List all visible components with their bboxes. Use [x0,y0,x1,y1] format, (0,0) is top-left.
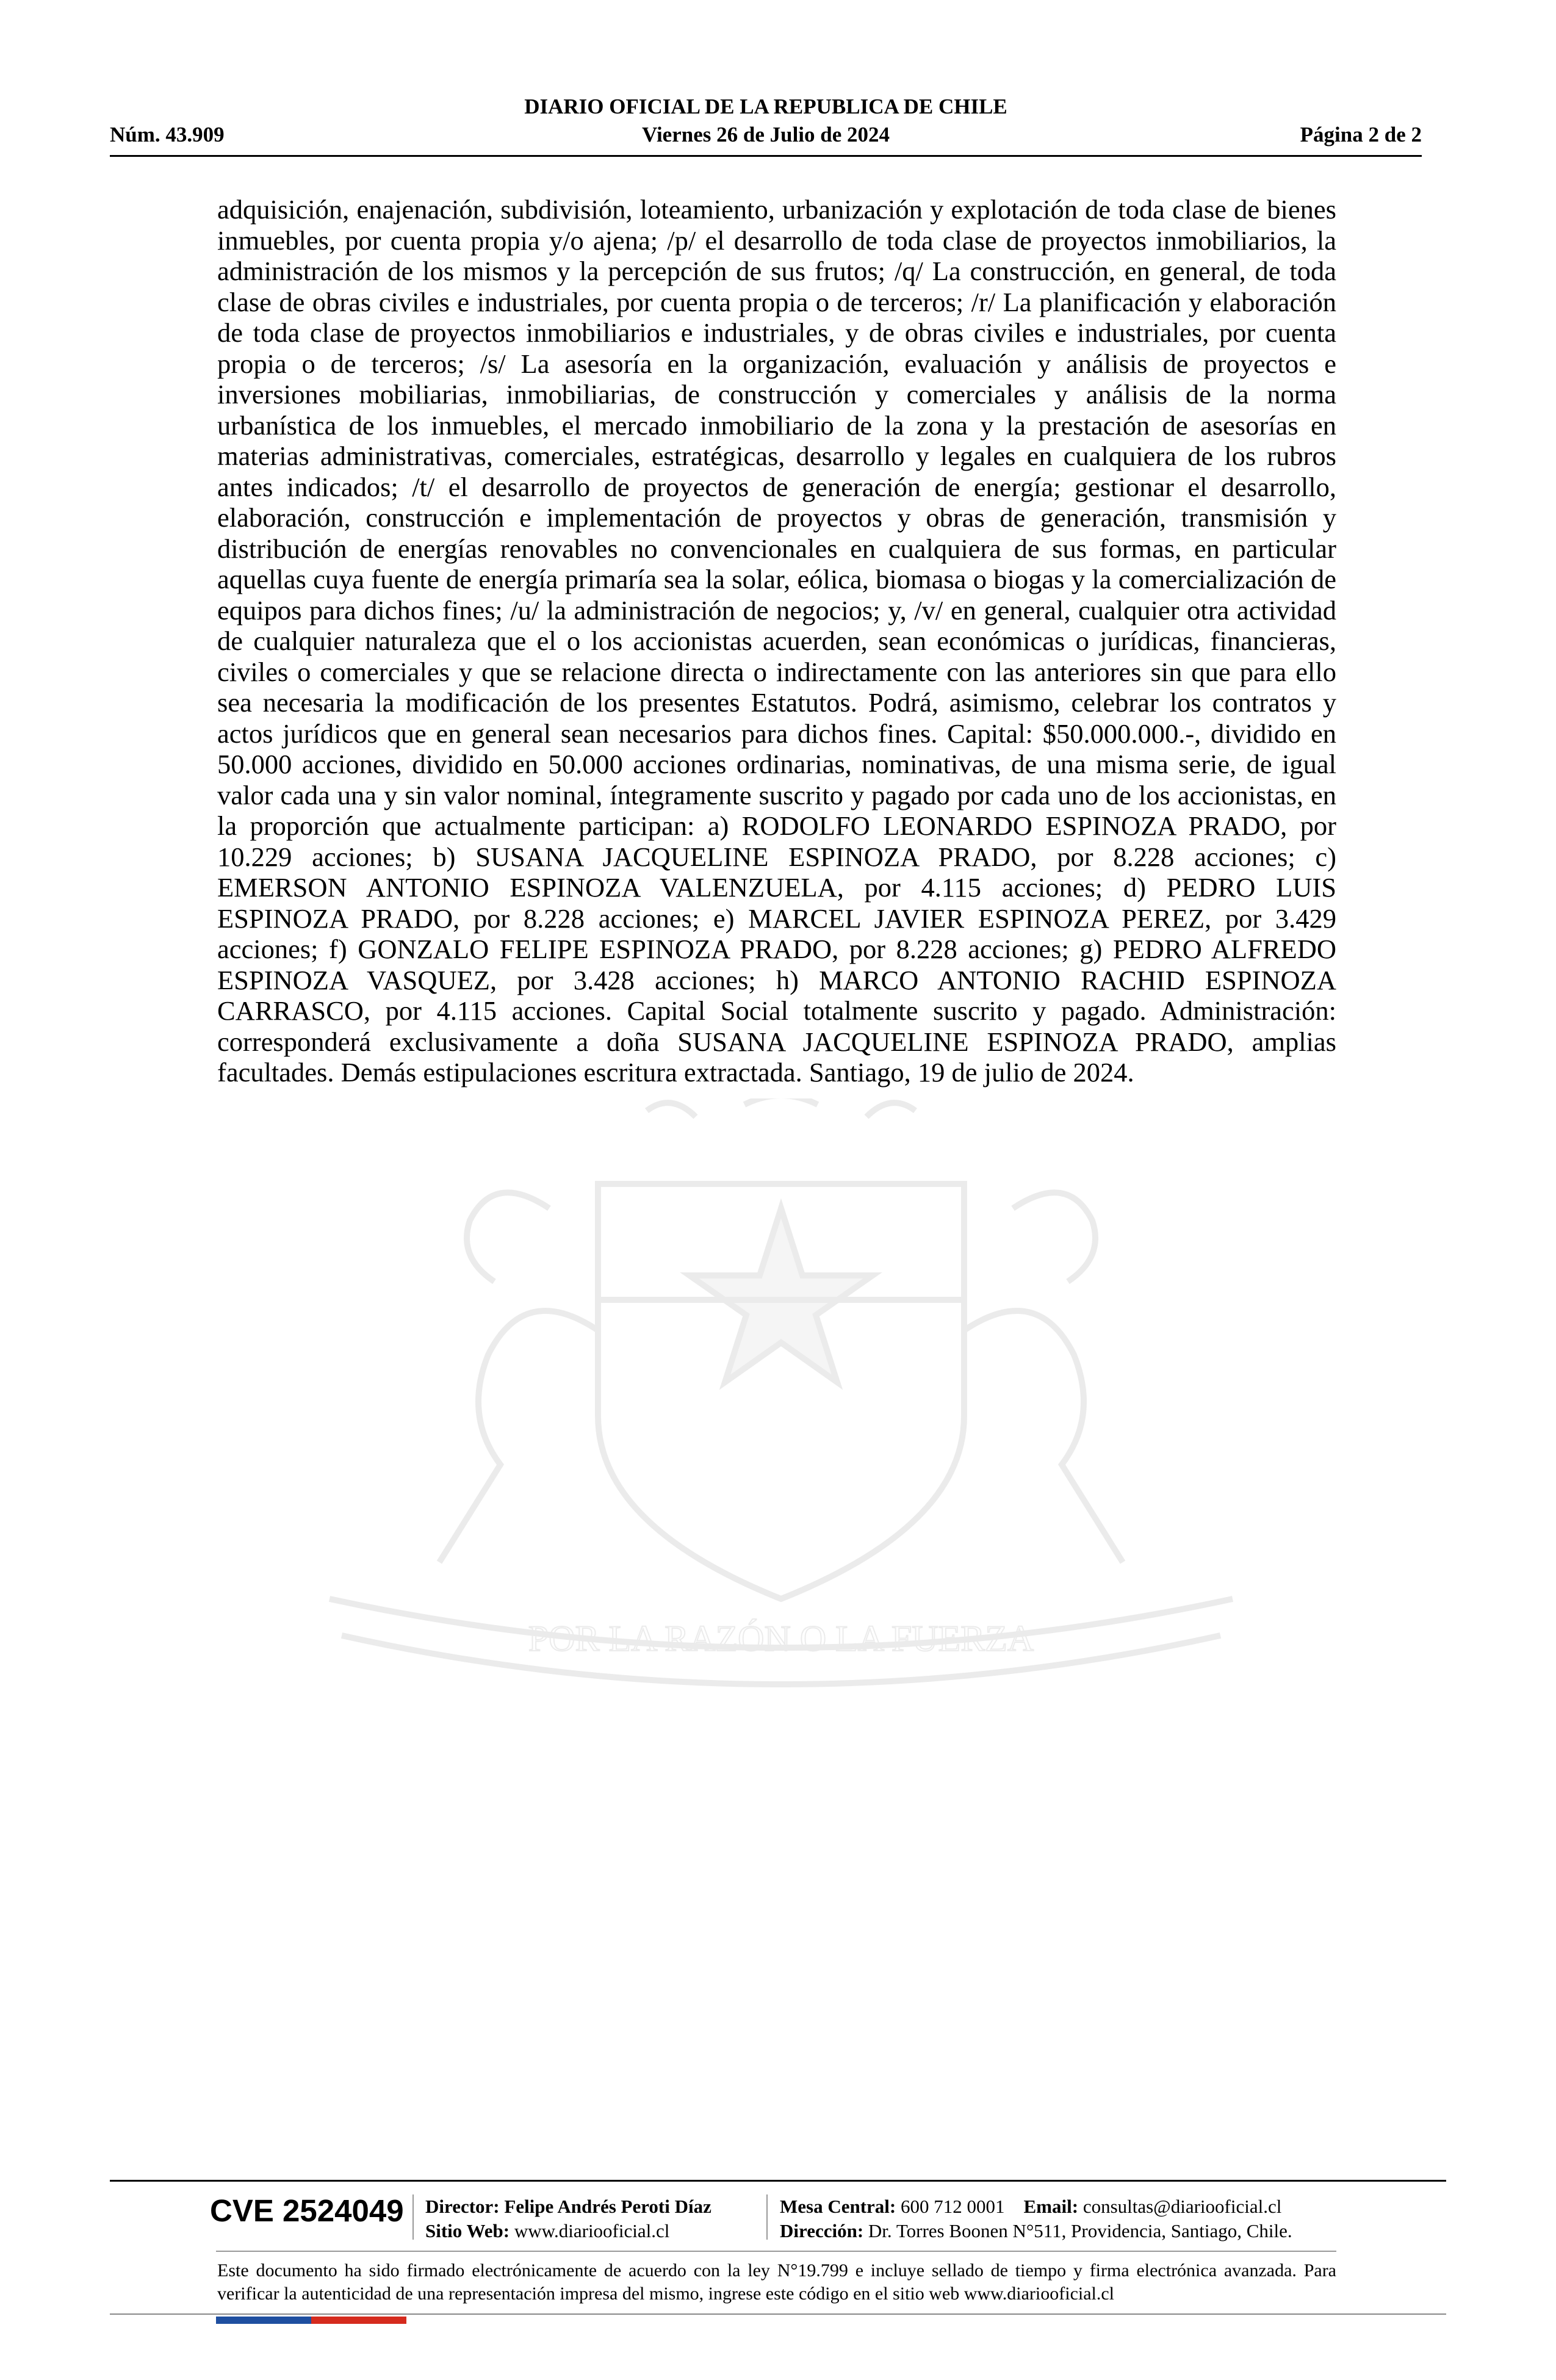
flag-stripe [216,2317,406,2324]
footer-divider-bottom [110,2313,1446,2315]
page-number: Página 2 de 2 [1300,123,1422,146]
flag-stripe-blue [216,2317,311,2324]
website-link[interactable]: www.diariooficial.cl [514,2220,670,2241]
footer-divider-middle [216,2251,1336,2252]
cve-code: CVE 2524049 [210,2193,404,2228]
legal-notice: Este documento ha sido firmado electrónicamente de acuerdo con la ley N°19.799 e incluye sellado de tiempo y firma electrónica avanzada. Para verificar la autenticidad de una representación impresa del mismo, ingrese este código en el sitio web www.diariooficial.cl [217,2260,1336,2304]
footer-separator-1 [412,2194,414,2240]
phone-value: 600 712 0001 [901,2196,1005,2217]
footer-director-block [425,2194,711,2243]
header-divider [110,155,1422,157]
footer-divider-top [110,2180,1446,2182]
issue-number: Núm. 43.909 [110,123,225,146]
footer-separator-2 [766,2194,768,2240]
flag-stripe-red [311,2317,406,2324]
article-body: adquisición, enajenación, subdivisión, loteamiento, urbanización y explotación de toda clase de bienes inmuebles, por cuenta propia y/o ajena; /p/ el desarrollo de toda clase de proyectos inmobiliarios, la administración de los mismos y la percepción de sus frutos; /q/ La construcción, en general, de toda clase de obras civiles e industriales, por cuenta propia o de terceros; /r/ La planificación y elaboración de toda clase de proyectos inmobiliarios e industriales, y de obras civiles e industriales, por cuenta propia o de terceros; /s/ La asesoría en la organización, evaluación y análisis de proyectos e inversiones mobiliarias, inmobiliarias, de construcción y comerciales y análisis de la norma urbanística de los inmuebles, el mercado inmobiliario de la zona y la prestación de asesorías en materias administrativas, comerciales, estratégicas, desarrollo y legales en cualquiera de los rubros antes indicados; /t/ el desarrollo de proyectos de generación de energía; gestionar el desarrollo, elaboración, construcción e implementación de proyectos y obras de generación, transmisión y distribución de energías renovables no convencionales en cualquiera de sus formas, en particular aquellas cuya fuente de energía primaría sea la solar, eólica, biomasa o biogas y la comercialización de equipos para dichos fines; /u/ la administración de negocios; y, /v/ en general, cualquier otra actividad de cualquier naturaleza que el o los accionistas acuerden, sean económicas o jurídicas, financieras, civiles o comerciales y que se relacione directa o indirectamente con las anteriores sin que para ello sea necesaria la modificación de los presentes Estatutos. Podrá, asimismo, celebrar los contratos y actos jurídicos que en general sean necesarios para dichos fines. Capital: $50.000.000.-, dividido en 50.000 acciones, dividido en 50.000 acciones ordinarias, nominativas, de una misma serie, de igual valor cada una y sin valor nominal, íntegramente suscrito y pagado por cada uno de los accionistas, en la proporción que actualmente participan: a) RODOLFO LEONARDO ESPINOZA PRADO, por 10.229 acciones; b) SUSANA JACQUELINE ESPINOZA PRADO, por 8.228 acciones; c) EMERSON ANTONIO ESPINOZA VALENZUELA, por 4.115 acciones; d) PEDRO LUIS ESPINOZA PRADO, por 8.228 acciones; e) MARCEL JAVIER ESPINOZA PEREZ, por 3.429 acciones; f) GONZALO FELIPE ESPINOZA PRADO, por 8.228 acciones; g) PEDRO ALFREDO ESPINOZA VASQUEZ, por 3.428 acciones; h) MARCO ANTONIO RACHID ESPINOZA CARRASCO, por 4.115 acciones. Capital Social totalmente suscrito y pagado. Administración: corresponderá exclusivamente a doña SUSANA JACQUELINE ESPINOZA PRADO, amplias facultades. Demás estipulaciones escritura extractada. Santiago, 19 de julio de 2024. [217,194,1336,1087]
address-value: Dr. Torres Boonen N°511, Providencia, Santiago, Chile. [868,2220,1292,2241]
director-label: Director: [425,2196,500,2217]
email-link[interactable]: consultas@diariooficial.cl [1082,2196,1282,2217]
publication-title: DIARIO OFICIAL DE LA REPUBLICA DE CHILE [524,95,1007,118]
coat-of-arms-watermark-icon [207,1098,1355,1709]
phone-label: Mesa Central: [780,2196,896,2217]
director-name: Felipe Andrés Peroti Díaz [504,2196,711,2217]
footer-contact-block [780,2194,1292,2243]
email-label: Email: [1023,2196,1079,2217]
page-header [110,95,1422,156]
watermark-motto: POR LA RAZÓN O LA FUERZA [528,1618,1034,1659]
website-label: Sitio Web: [425,2220,510,2241]
address-label: Dirección: [780,2220,864,2241]
issue-date: Viernes 26 de Julio de 2024 [641,123,890,146]
